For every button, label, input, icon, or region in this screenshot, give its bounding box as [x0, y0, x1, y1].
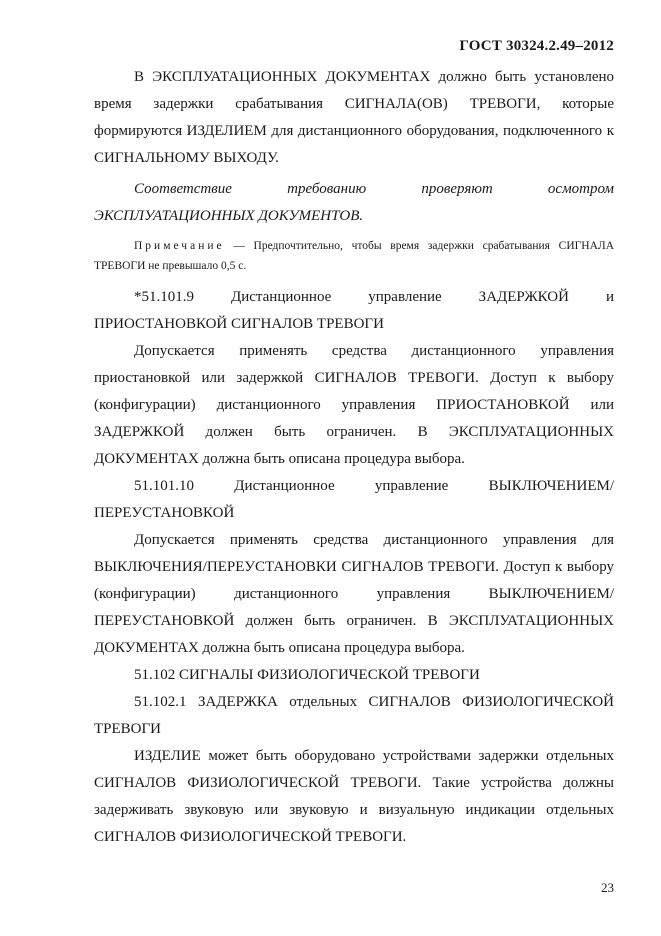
note	[94, 236, 614, 276]
paragraph-compliance-check: Соответствие требованию проверяют осмотром ЭКСПЛУАТАЦИОННЫХ ДОКУМЕНТОВ.	[94, 181, 614, 224]
paragraph-remote-reset-control: Допускается применять средства дистанционного управления для ВЫКЛЮЧЕНИЯ/ПЕРЕУСТАНОВКИ СИГНАЛОВ ТРЕВОГИ. Доступ к выбору (конфигурации) дистанционного управления ВЫКЛЮЧЕНИЕМ/ПЕРЕУСТАНОВКОЙ должен быть ограничен. В ЭКСПЛУАТАЦИОННЫХ ДОКУМЕНТАХ должна быть описана процедура выбора.	[94, 532, 614, 656]
paragraph-physiological-alarm-delay: ИЗДЕЛИЕ может быть оборудовано устройствами задержки отдельных СИГНАЛОВ ФИЗИОЛОГИЧЕСКОЙ ТРЕВОГИ. Такие устройства должны задерживать звуковую или звуковую и визуальную индикации отдельных СИГНАЛОВ ФИЗИОЛОГИЧЕСКОЙ ТРЕВОГИ.	[94, 748, 614, 845]
note-label: Примечание	[134, 240, 225, 252]
paragraph-operating-docs-delay: В ЭКСПЛУАТАЦИОННЫХ ДОКУМЕНТАХ должно быть установлено время задержки срабатывания СИГНАЛА(ОВ) ТРЕВОГИ, которые формируются ИЗДЕЛИЕМ для дистанционного оборудования, подключенного к СИГНАЛЬНОМУ ВЫХОДУ.	[94, 69, 614, 166]
paragraph-remote-pause-control: Допускается применять средства дистанционного управления приостановкой или задержкой СИГНАЛОВ ТРЕВОГИ. Доступ к выбору (конфигурации) дистанционного управления ПРИОСТАНОВКОЙ или ЗАДЕРЖКОЙ должен быть ограничен. В ЭКСПЛУАТАЦИОННЫХ ДОКУМЕНТАХ должна быть описана процедура выбора.	[94, 343, 614, 467]
section-51-101-10-heading: 51.101.10 Дистанционное управление ВЫКЛЮЧЕНИЕМ/ПЕРЕУСТАНОВКОЙ	[94, 478, 614, 521]
standard-header: ГОСТ 30324.2.49–2012	[459, 38, 614, 54]
section-51-102-1-heading: 51.102.1 ЗАДЕРЖКА отдельных СИГНАЛОВ ФИЗИОЛОГИЧЕСКОЙ ТРЕВОГИ	[94, 694, 614, 737]
document-body	[94, 64, 614, 851]
page-number: 23	[601, 880, 614, 895]
note-text: — Предпочтительно, чтобы время задержки срабатывания СИГНАЛА ТРЕВОГИ не превышало 0,5 с.	[94, 240, 614, 272]
section-51-102-heading: 51.102 СИГНАЛЫ ФИЗИОЛОГИЧЕСКОЙ ТРЕВОГИ	[134, 667, 480, 683]
section-51-101-9-heading: *51.101.9 Дистанционное управление ЗАДЕРЖКОЙ и ПРИОСТАНОВКОЙ СИГНАЛОВ ТРЕВОГИ	[94, 289, 614, 332]
